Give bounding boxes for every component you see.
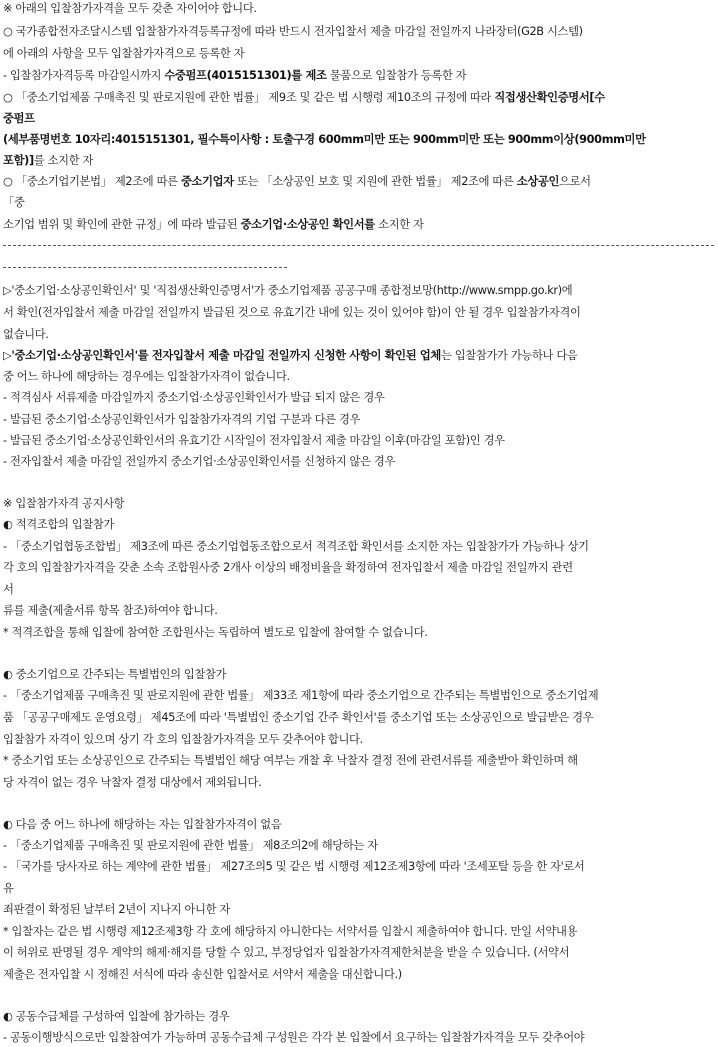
req3-line1 [3,175,591,189]
dashed-separator-2 [3,267,287,268]
sec4-title: ◐ 공동수급체를 구성하여 입찰에 참가하는 경우 [3,1010,230,1023]
sec3-line6: 이 허위로 판명될 경우 계약의 해제·해지를 당할 수 있고, 부정당업자 입찰참가자격제한처분을 받을 수 있습니다. (서약서 [3,946,570,959]
req2-line4-bold: 포함)] [3,154,34,167]
sec4-line1: - 공동이행방식으로만 입찰참여가 가능하며 공동수급체 구성원은 각각 본 입찰에서 요구하는 입찰참가자격을 모두 갖추어야 [3,1031,585,1044]
req3-line3-post: 소지한 자 [374,218,424,231]
note1-line2: 서 확인(전자입찰서 제출 마감일 전일까지 발급된 것으로 유효기간 내에 있는 것이 있어야 함)이 안 될 경우 입찰참가자격이 [3,306,581,319]
sec3-line5: * 입찰자는 같은 법 시행령 제12조제3항 각 호에 해당하지 아니한다는 서약서를 입찰시 제출하여야 합니다. 만일 서약내용 [3,925,578,938]
sec1-line3: 서 [3,583,14,596]
req2-line3 [3,133,646,147]
req2-line2 [3,112,35,126]
req1-line1: ○ 국가종합전자조달시스템 입찰참가자격등록규정에 따라 반드시 전자입찰서 제출 마감일 전일까지 나라장터(G2B 시스템) [3,25,583,38]
req2-line2-bold: 중펌프 [3,112,35,125]
notice-section-title: ※ 입찰참가자격 공지사항 [3,497,125,510]
dashed-separator-1 [3,245,714,246]
note2-line2: 중 어느 하나에 해당하는 경우에는 입찰참가자격이 없습니다. [3,370,290,383]
req1-line3-post: 물품으로 입찰참가 등록한 자 [326,69,467,82]
note1-line1: ▷'중소기업·소상공인확인서' 및 '직접생산확인증명서'가 중소기업제품 공공구매 종합정보망(http://www.smpp.go.kr)에 [3,284,573,297]
req3-line1-bold2: 소상공인 [516,175,560,188]
note2-item: - 적격심사 서류제출 마감일까지 중소기업·소상공인확인서가 발급 되지 않은 경우 [3,391,385,404]
sec2-line2: 품 「공공구매제도 운영요령」 제45조에 따라 '특별법인 중소기업 간주 확인서'를 중소기업 또는 소상공인으로 발급받은 경우 [3,711,594,724]
sec3-line3: 유 [3,882,14,895]
sec3-line7: 제출은 전자입찰 시 정해진 서식에 따라 송신한 입찰서로 서약서 제출을 대신합니다.) [3,968,402,981]
sec1-line2: 각 호의 입찰참가자격을 갖춘 소속 조합원사중 2개사 이상의 배정비율을 확정하여 전자입찰서 제출 마감일 전일까지 관련 [3,561,573,574]
req3-line1-post: 으로서 [559,175,591,188]
note2-item: - 발급된 중소기업·소상공인확인서의 유효기간 시작일이 전자입찰서 제출 마감일 이후(마감일 포함)인 경우 [3,434,505,447]
req1-line3-bold: 수중펌프(4015151301)를 제조 [164,69,327,82]
req3-line3-pre: 소기업 범위 및 확인에 관한 규정」에 따라 발급된 [3,218,241,231]
sec1-line5: * 적격조합을 통해 입찰에 참여한 조합원사는 독립하여 별도로 입찰에 참여할 수 없습니다. [3,626,428,639]
req3-line1-bold1: 중소기업자 [180,175,234,188]
req3-line1-mid: 또는 「소상공인 보호 및 지원에 관한 법률」 제2조에 따른 [233,175,517,188]
note2-line1-bold: ▷'중소기업·소상공인확인서'를 전자입찰서 제출 마감일 전일까지 신청한 사항이 확인된 업체 [3,349,441,362]
sec1-line1: - 「중소기업협동조합법」 제3조에 따른 중소기업협동조합으로서 적격조합 확인서를 소지한 자는 입찰참가가 가능하나 상기 [3,540,589,553]
note2-line1-post: 는 입찰참가가 가능하나 다음 [441,349,578,362]
note2-line1 [3,349,577,363]
sec1-line4: 류를 제출(제출서류 항목 참조)하여야 합니다. [3,604,218,617]
note2-item: - 발급된 중소기업·소상공인확인서가 입찰참가자격의 기업 구분과 다른 경우 [3,413,361,426]
notice-top: ※ 아래의 입찰참가자격을 모두 갖춘 자이어야 합니다. [3,2,257,15]
req2-line3-bold: (세부품명번호 10자리:4015151301, 필수특이사항 : 토출구경 600mm미만 또는 900mm미만 또는 900mm이상(900mm미만 [3,133,646,146]
req2-line1 [3,91,605,105]
sec3-line4: 죄판결이 확정된 날부터 2년이 지나지 아니한 자 [3,903,230,916]
sec3-title: ◐ 다음 중 어느 하나에 해당하는 자는 입찰참가자격이 없음 [3,818,282,831]
sec1-title: ◐ 적격조합의 입찰참가 [3,518,115,531]
req3-line2: 「중 [3,196,25,209]
sec2-line3: 입찰참가 자격이 있으며 상기 각 호의 입찰참가자격을 모두 갖추어야 합니다. [3,733,363,746]
req2-line1-bold: 직접생산확인증명서[수 [494,91,605,104]
req2-line1-pre: ○ 「중소기업제품 구매촉진 및 판로지원에 관한 법률」 제9조 및 같은 법 시행령 제10조의 규정에 따라 [3,91,495,104]
sec2-line4: * 중소기업 또는 소상공인으로 간주되는 특별법인 해당 여부는 개찰 후 낙찰자 결정 전에 관련서류를 제출받아 확인하며 해 [3,754,578,767]
req3-line1-pre: ○ 「중소기업기본법」 제2조에 따른 [3,175,181,188]
sec3-line2: - 「국가를 당사자로 하는 계약에 관한 법률」 제27조의5 및 같은 법 시행령 제12조제3항에 따라 '조세포탈 등을 한 자'로서 [3,860,585,873]
req1-line3-pre: - 입찰참가자격등록 마감일시까지 [3,69,165,82]
sec2-title: ◐ 중소기업으로 간주되는 특별법인의 입찰참가 [3,668,227,681]
req3-line3-bold: 중소기업·소상공인 확인서를 [240,218,375,231]
req1-line3 [3,69,466,83]
note1-line3: 없습니다. [3,328,49,341]
sec2-line5: 당 자격이 없는 경우 낙찰자 결정 대상에서 제외됩니다. [3,776,262,789]
note2-item: - 전자입찰서 제출 마감일 전일까지 중소기업·소상공인확인서를 신청하지 않은 경우 [3,455,396,468]
req2-line4 [3,154,93,168]
sec2-line1: - 「중소기업제품 구매촉진 및 판로지원에 관한 법률」 제33조 제1항에 따라 중소기업으로 간주되는 특별법인으로 중소기업제 [3,689,599,702]
req2-line4-post: 를 소지한 자 [33,154,94,167]
req1-line2: 에 아래의 사항을 모두 입찰참가자격으로 등록한 자 [3,47,245,60]
req3-line3 [3,218,424,232]
sec3-line1: - 「중소기업제품 구매촉진 및 판로지원에 관한 법률」 제8조의2에 해당하는 자 [3,839,378,852]
